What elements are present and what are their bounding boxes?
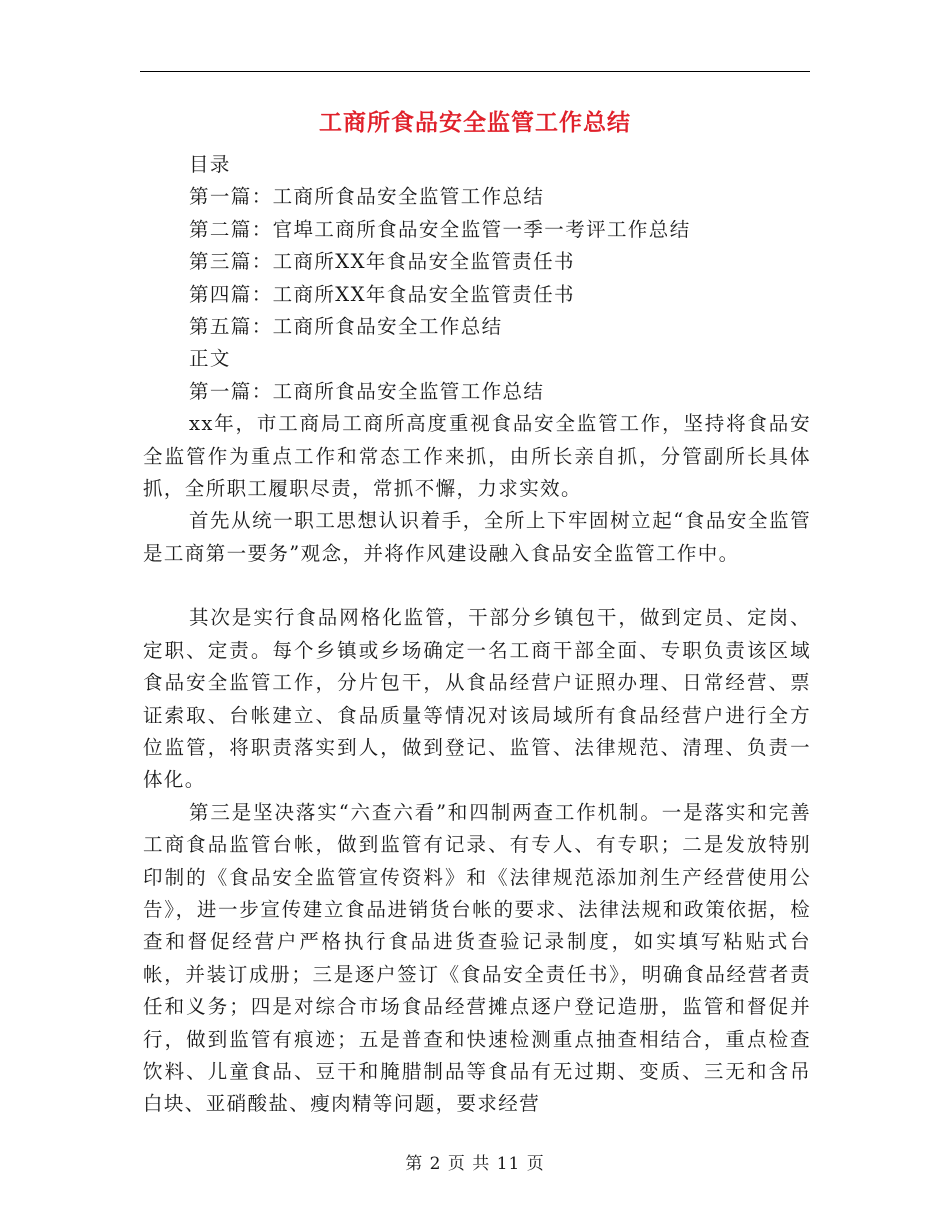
toc-item: 第五篇：工商所食品安全工作总结 [189, 315, 503, 339]
toc-item: 第四篇：工商所XX年食品安全监管责任书 [189, 282, 575, 306]
section-heading: 第一篇：工商所食品安全监管工作总结 [189, 379, 545, 403]
toc-item: 第三篇：工商所XX年食品安全监管责任书 [189, 250, 575, 274]
body-heading: 正文 [189, 347, 231, 371]
toc-item: 第一篇：工商所食品安全监管工作总结 [189, 185, 545, 209]
paragraph: 首先从统一职工思想认识着手，全所上下牢固树立起“食品安全监管是工商第一要务”观念，并将作风建设融入食品安全监管工作中。 [143, 509, 811, 565]
paragraph: 其次是实行食品网格化监管，干部分乡镇包干，做到定员、定岗、定职、定责。每个乡镇或乡场确定一名工商干部全面、专职负责该区域食品安全监管工作，分片包干，从食品经营户证照办理、日常经营、票证索取、台帐建立、食品质量等情况对该局域所有食品经营户进行全方位监管，将职责落实到人，做到登记、监管、法律规范、清理、负责一体化。 [143, 606, 811, 792]
toc-heading: 目录 [189, 153, 231, 176]
paragraph: 第三是坚决落实“六查六看”和四制两查工作机制。一是落实和完善工商食品监管台帐，做到监管有记录、有专人、有专职；二是发放特别印制的《食品安全监管宣传资料》和《法律规范添加剂生产经营使用公告》，进一步宣传建立食品进销货台帐的要求、法律法规和政策依据，检查和督促经营户严格执行食品进货查验记录制度，如实填写粘贴式台帐，并装订成册；三是逐户签订《食品安全责任书》，明确食品经营者责任和义务；四是对综合市场食品经营摊点逐户登记造册，监管和督促并行，做到监管有痕迹；五是普查和快速检测重点抽查相结合，重点检查饮料、儿童食品、豆干和腌腊制品等食品有无过期、变质、三无和含吊白块、亚硝酸盐、瘦肉精等问题，要求经营 [143, 800, 811, 1116]
page-footer: 第 2 页 共 11 页 [405, 1154, 545, 1174]
toc-item: 第二篇：官埠工商所食品安全监管一季一考评工作总结 [189, 217, 691, 241]
document-body [143, 149, 811, 1121]
document-title: 工商所食品安全监管工作总结 [319, 110, 631, 136]
header-rule [140, 71, 810, 72]
paragraph: xx年，市工商局工商所高度重视食品安全监管工作，坚持将食品安全监管作为重点工作和常态工作来抓，由所长亲自抓，分管副所长具体抓，全所职工履职尽责，常抓不懈，力求实效。 [143, 412, 811, 501]
paragraph-gap [143, 570, 811, 602]
